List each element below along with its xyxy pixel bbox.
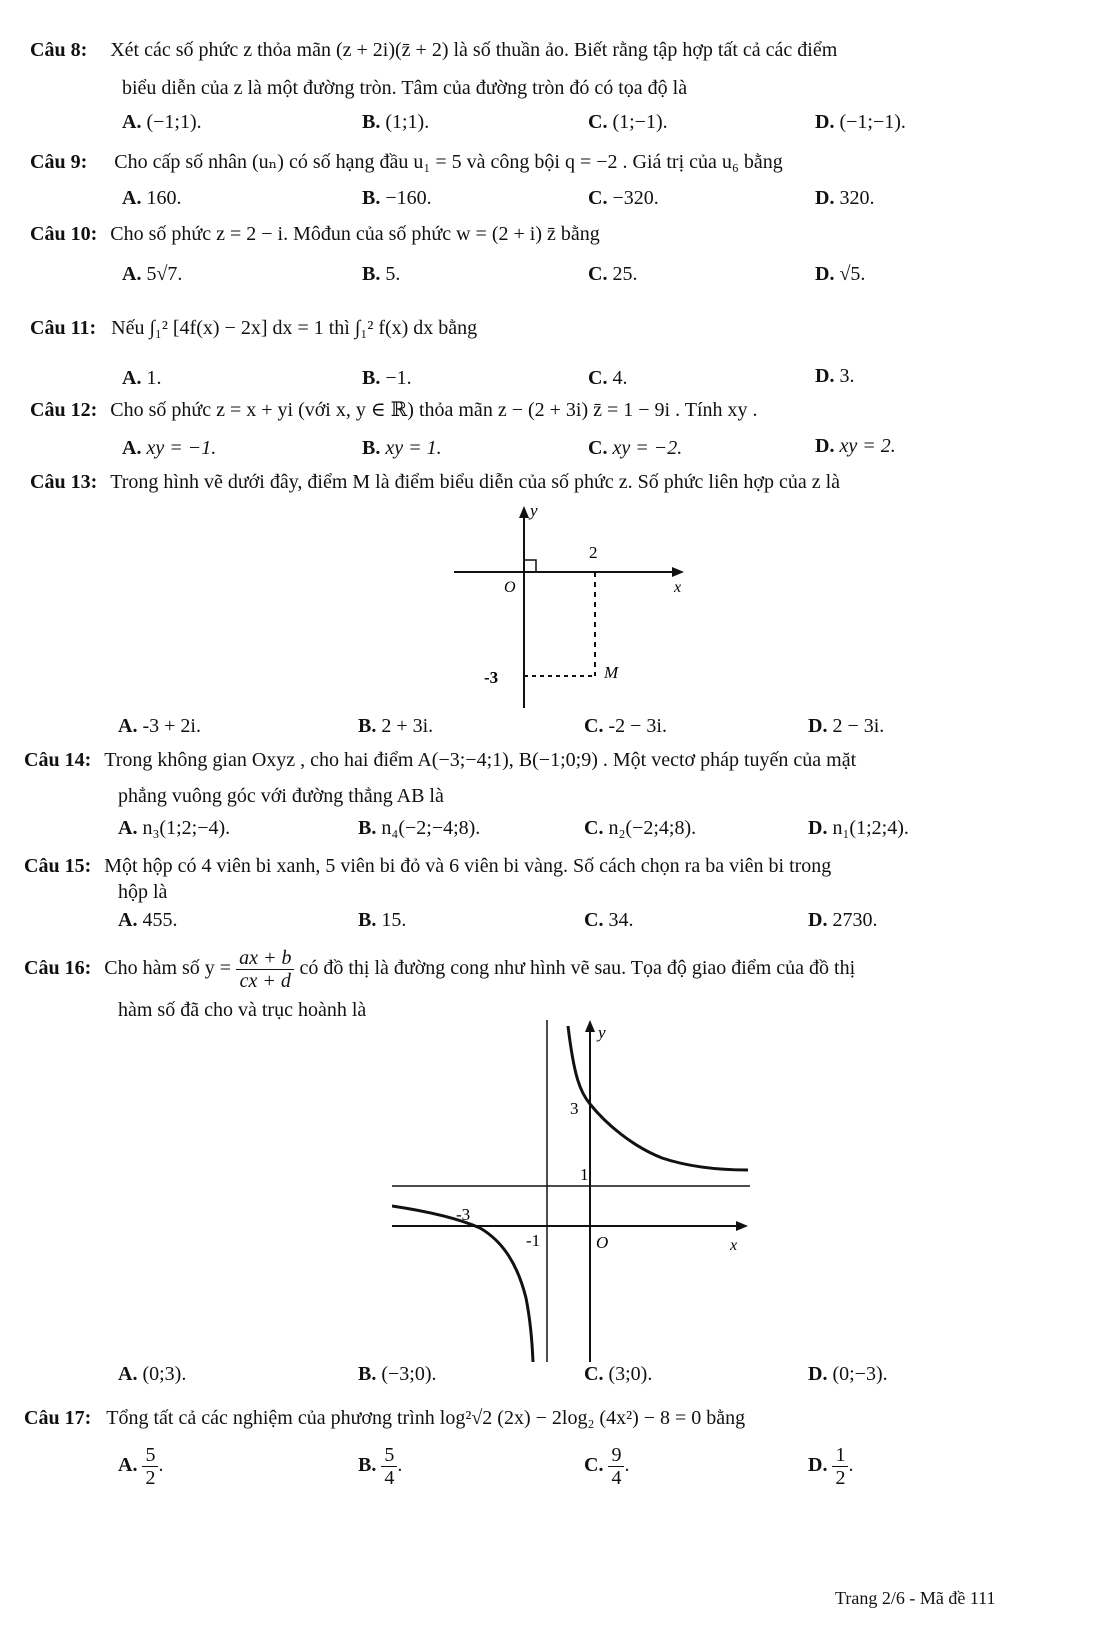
q8-text-line1: Xét các số phức z thỏa mãn (z + 2i)(z̄ + 2) là số thuần ảo. Biết rằng tập hợp tất cả các điểm: [110, 39, 838, 61]
q8-option-b[interactable]: B. (1;1).: [362, 111, 430, 133]
q13-figure: [440, 500, 700, 710]
q12-option-b[interactable]: B. xy = 1.: [362, 437, 442, 459]
q11-option-c[interactable]: C. 4.: [588, 367, 628, 389]
q15-option-b[interactable]: B. 15.: [358, 909, 407, 931]
q14-text-line2: phẳng vuông góc với đường thẳng AB là: [118, 785, 444, 807]
q13-y-arrow: [519, 506, 529, 518]
q14-label: Câu 14:: [24, 749, 92, 771]
q11-label: Câu 11:: [30, 317, 97, 339]
q12-stem: [30, 398, 758, 422]
q9-option-b[interactable]: B. −160.: [362, 187, 432, 209]
q10-option-c[interactable]: C. 25.: [588, 263, 638, 285]
q16-label-m1: -1: [526, 1231, 541, 1250]
q13-label: Câu 13:: [30, 471, 98, 493]
q16-option-a[interactable]: A. (0;3).: [118, 1363, 187, 1385]
q8-stem: [30, 38, 837, 62]
q16-option-c[interactable]: C. (3;0).: [584, 1363, 653, 1385]
q8-option-a[interactable]: A. (−1;1).: [122, 111, 202, 133]
q13-tick-x: 2: [589, 543, 598, 562]
q14-stem: [24, 748, 856, 772]
q16-y-arrow: [585, 1020, 595, 1032]
q16-option-d[interactable]: D. (0;−3).: [808, 1363, 888, 1385]
q16-curve-right-branch: [568, 1026, 748, 1170]
q14-option-d[interactable]: D. n₁(1;2;4).: [808, 817, 909, 839]
q9-text-line1: Cho cấp số nhân (uₙ) có số hạng đầu u₁ = 5 và công bội q = −2 . Giá trị của u₆ bằng: [114, 151, 783, 173]
q16-text-line2: hàm số đã cho và trục hoành là: [118, 999, 367, 1021]
q17-option-c[interactable]: C. $\frac{9}{4}$ .: [584, 1444, 630, 1489]
q15-text-line1: Một hộp có 4 viên bi xanh, 5 viên bi đỏ và 6 viên bi vàng. Số cách chọn ra ba viên bi trong: [104, 855, 832, 877]
q13-origin-label: O: [504, 579, 516, 596]
q14-option-c[interactable]: C. n₂(−2;4;8).: [584, 817, 697, 839]
q9-option-d[interactable]: D. 320.: [815, 187, 875, 209]
q16-text-post: có đồ thị là đường cong như hình vẽ sau. Tọa độ giao điểm của đồ thị: [299, 957, 856, 979]
q11-option-d[interactable]: D. 3.: [815, 365, 855, 387]
q13-option-b[interactable]: B. 2 + 3i.: [358, 715, 434, 737]
q16-x-label: x: [730, 1237, 738, 1254]
q10-text-line1: Cho số phức z = 2 − i. Môđun của số phức w = (2 + i) z̄ bằng: [110, 223, 600, 245]
q16-label: Câu 16:: [24, 957, 92, 979]
q9-label: Câu 9:: [30, 151, 88, 173]
q13-point-label: M: [604, 663, 619, 682]
q12-option-a[interactable]: A. xy = −1.: [122, 437, 217, 459]
q13-option-c[interactable]: C. -2 − 3i.: [584, 715, 667, 737]
q15-option-a[interactable]: A. 455.: [118, 909, 178, 931]
q17-option-c-num: 9: [608, 1444, 624, 1467]
q17-option-c-den: 4: [611, 1467, 622, 1489]
q13-x-arrow: [672, 567, 684, 577]
q8-option-d[interactable]: D. (−1;−1).: [815, 111, 906, 133]
q17-option-d-num: 1: [832, 1444, 848, 1467]
q17-text-line1: Tổng tất cả các nghiệm của phương trình log²√2 (2x) − 2log₂ (4x²) − 8 = 0 bằng: [106, 1407, 746, 1429]
q16-figure: [392, 1016, 762, 1362]
q16-y-label: y: [598, 1023, 606, 1042]
q17-option-a[interactable]: A. $\frac{5}{2}$ .: [118, 1444, 164, 1489]
q13-text-line1: Trong hình vẽ dưới đây, điểm M là điểm biểu diễn của số phức z. Số phức liên hợp của z là: [110, 471, 841, 493]
q10-stem: [30, 222, 600, 246]
q15-stem: [24, 854, 831, 878]
q16-x-arrow: [736, 1221, 748, 1231]
q13-x-label: x: [674, 579, 682, 596]
q17-label: Câu 17:: [24, 1407, 92, 1429]
q15-text-line2: hộp là: [118, 881, 168, 903]
q16-option-b[interactable]: B. (−3;0).: [358, 1363, 437, 1385]
q12-option-c[interactable]: C. xy = −2.: [588, 437, 683, 459]
q12-label: Câu 12:: [30, 399, 98, 421]
q16-origin-label: O: [596, 1233, 609, 1252]
q17-stem: [24, 1406, 745, 1430]
q9-option-a[interactable]: A. 160.: [122, 187, 182, 209]
q10-option-a[interactable]: A. 5√7.: [122, 263, 183, 285]
q17-option-b[interactable]: B. $\frac{5}{4}$ .: [358, 1444, 403, 1489]
page-footer: Trang 2/6 - Mã đề 111: [835, 1588, 996, 1608]
q16-fraction: [236, 947, 294, 992]
q17-option-a-den: 2: [145, 1467, 156, 1489]
q16-frac-den: cx + d: [239, 969, 291, 992]
q14-option-a[interactable]: A. n₃(1;2;−4).: [118, 817, 231, 839]
q9-stem: [30, 150, 783, 174]
q13-tick-y: -3: [484, 668, 499, 687]
q10-label: Câu 10:: [30, 223, 98, 245]
q8-label: Câu 8:: [30, 39, 88, 61]
q13-right-angle: [524, 560, 536, 572]
q16-label-1: 1: [580, 1165, 589, 1184]
q16-curve-left-branch: [392, 1206, 533, 1362]
q8-option-c[interactable]: C. (1;−1).: [588, 111, 668, 133]
q16-frac-num: ax + b: [236, 947, 294, 970]
q14-text-line1: Trong không gian Oxyz , cho hai điểm A(−3;−4;1), B(−1;0;9) . Một vectơ pháp tuyến của mặt: [104, 749, 857, 771]
q14-option-b[interactable]: B. n₄(−2;−4;8).: [358, 817, 481, 839]
q17-option-b-num: 5: [381, 1444, 397, 1467]
q13-option-d[interactable]: D. 2 − 3i.: [808, 715, 885, 737]
q8-text-line2: biểu diễn của z là một đường tròn. Tâm của đường tròn đó có tọa độ là: [122, 77, 688, 99]
q13-stem: [30, 470, 840, 494]
q17-option-d-den: 2: [835, 1467, 846, 1489]
q11-stem: [30, 316, 477, 340]
q11-text-line1: Nếu ∫₁² [4f(x) − 2x] dx = 1 thì ∫₁² f(x) dx bằng: [111, 317, 478, 339]
q15-option-d[interactable]: D. 2730.: [808, 909, 878, 931]
q15-label: Câu 15:: [24, 855, 92, 877]
q11-option-a[interactable]: A. 1.: [122, 367, 162, 389]
q17-option-a-num: 5: [142, 1444, 158, 1467]
q10-option-d[interactable]: D. √5.: [815, 263, 866, 285]
q16-label-3: 3: [570, 1099, 579, 1118]
q12-text-line1: Cho số phức z = x + yi (với x, y ∈ ℝ) thỏa mãn z − (2 + 3i) z̄ = 1 − 9i . Tính xy .: [110, 399, 758, 421]
q16-text-pre: Cho hàm số y =: [104, 957, 232, 979]
q13-option-a[interactable]: A. -3 + 2i.: [118, 715, 201, 737]
q15-option-c[interactable]: C. 34.: [584, 909, 634, 931]
q10-option-b[interactable]: B. 5.: [362, 263, 401, 285]
q9-option-c[interactable]: C. −320.: [588, 187, 659, 209]
q16-stem: [24, 940, 855, 996]
q17-option-d[interactable]: D. $\frac{1}{2}$ .: [808, 1444, 854, 1489]
q12-option-d[interactable]: D. xy = 2.: [815, 435, 896, 457]
q13-y-label: y: [530, 501, 538, 520]
q16-label-m3: -3: [456, 1205, 471, 1224]
q11-option-b[interactable]: B. −1.: [362, 367, 412, 389]
q17-option-b-den: 4: [384, 1467, 395, 1489]
